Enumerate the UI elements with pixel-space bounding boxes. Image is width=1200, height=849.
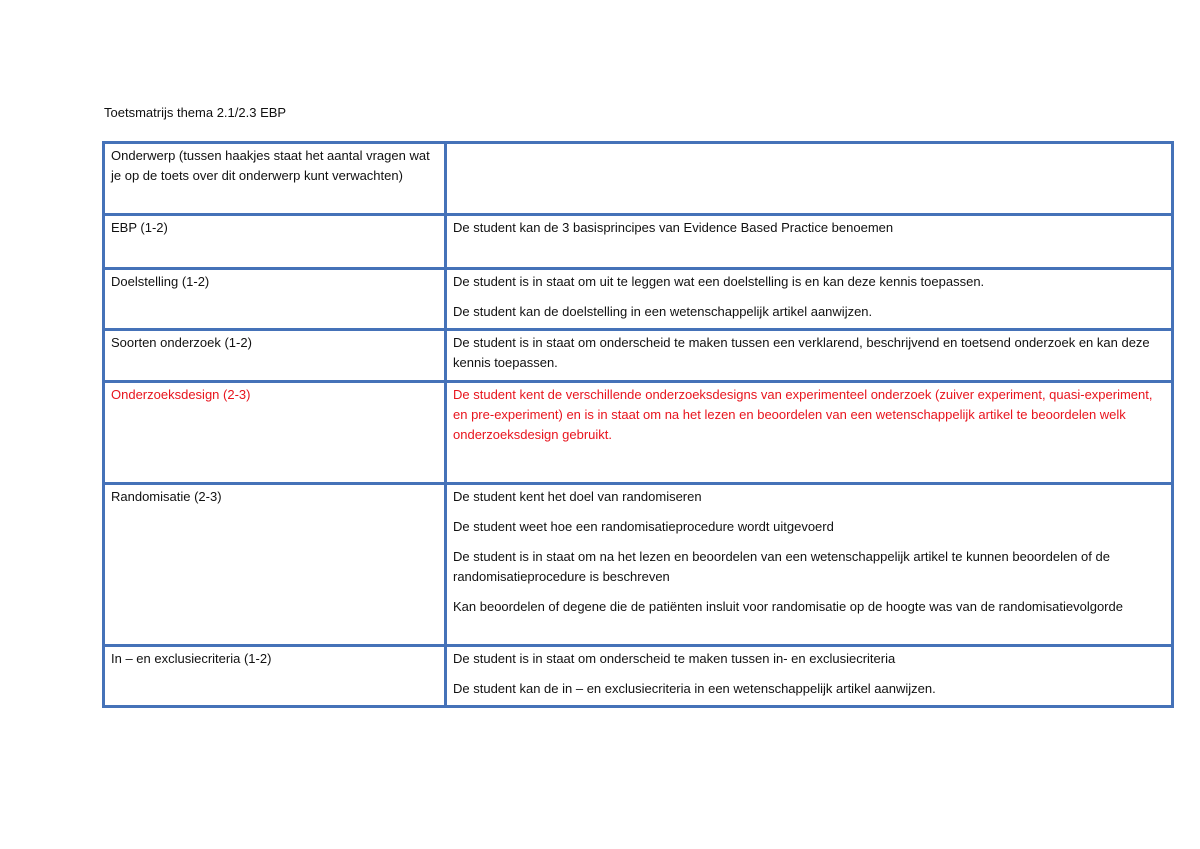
objective-text: De student is in staat om na het lezen en beoordelen van een wetenschappelijk artikel te kunnen beoordelen of de randomisatieprocedure is beschreven	[453, 549, 1110, 584]
objective-cell	[446, 646, 1173, 707]
objective-text: Kan beoordelen of degene die de patiënten insluit voor randomisatie op de hoogte was van de randomisatievolgorde	[453, 599, 1123, 614]
topic-cell	[104, 484, 446, 646]
header-topic-cell	[104, 143, 446, 215]
objective-text: De student kent het doel van randomiseren	[453, 489, 702, 504]
objective-cell	[446, 382, 1173, 484]
topic-text: Randomisatie (2-3)	[111, 489, 222, 504]
table-row	[104, 646, 1173, 707]
objective-cell	[446, 269, 1173, 330]
topic-cell	[104, 215, 446, 269]
objective-text: De student kent de verschillende onderzoeksdesigns van experimenteel onderzoek (zuiver experiment, quasi-experiment, en pre-experiment) en is in staat om na het lezen en beoordelen van een wetenschappelijk artikel te beoordelen welk onderzoeksdesign gebruikt.	[453, 387, 1153, 442]
topic-cell	[104, 269, 446, 330]
table-row	[104, 484, 1173, 646]
objective-text: De student weet hoe een randomisatieprocedure wordt uitgevoerd	[453, 519, 834, 534]
objective-cell	[446, 330, 1173, 382]
topic-text: Doelstelling (1-2)	[111, 274, 210, 289]
table-header-row	[104, 143, 1173, 215]
test-matrix-table	[102, 141, 1174, 708]
objective-cell	[446, 215, 1173, 269]
topic-text: Soorten onderzoek (1-2)	[111, 335, 252, 350]
objective-text: De student is in staat om uit te leggen wat een doelstelling is en kan deze kennis toepassen.	[453, 274, 985, 289]
objective-text: De student is in staat om onderscheid te maken tussen in- en exclusiecriteria	[453, 651, 896, 666]
topic-cell	[104, 330, 446, 382]
objective-text: De student is in staat om onderscheid te maken tussen een verklarend, beschrijvend en toetsend onderzoek en kan deze kennis toepassen.	[453, 335, 1150, 370]
table-row	[104, 215, 1173, 269]
topic-cell	[104, 382, 446, 484]
objective-text: De student kan de doelstelling in een wetenschappelijk artikel aanwijzen.	[453, 304, 873, 319]
topic-text: In – en exclusiecriteria (1-2)	[111, 651, 272, 666]
table-row	[104, 330, 1173, 382]
table-row	[104, 269, 1173, 330]
header-objective-cell	[446, 143, 1173, 215]
topic-text: EBP (1-2)	[111, 220, 168, 235]
document-title: Toetsmatrijs thema 2.1/2.3 EBP	[104, 105, 287, 120]
topic-text: Onderzoeksdesign (2-3)	[111, 387, 251, 402]
table-row-highlighted	[104, 382, 1173, 484]
objective-cell	[446, 484, 1173, 646]
objective-text: De student kan de in – en exclusiecriteria in een wetenschappelijk artikel aanwijzen.	[453, 681, 936, 696]
header-topic-text: Onderwerp (tussen haakjes staat het aantal vragen wat je op de toets over dit onderwerp kunt verwachten)	[111, 148, 430, 183]
topic-cell	[104, 646, 446, 707]
objective-text: De student kan de 3 basisprincipes van Evidence Based Practice benoemen	[453, 220, 894, 235]
